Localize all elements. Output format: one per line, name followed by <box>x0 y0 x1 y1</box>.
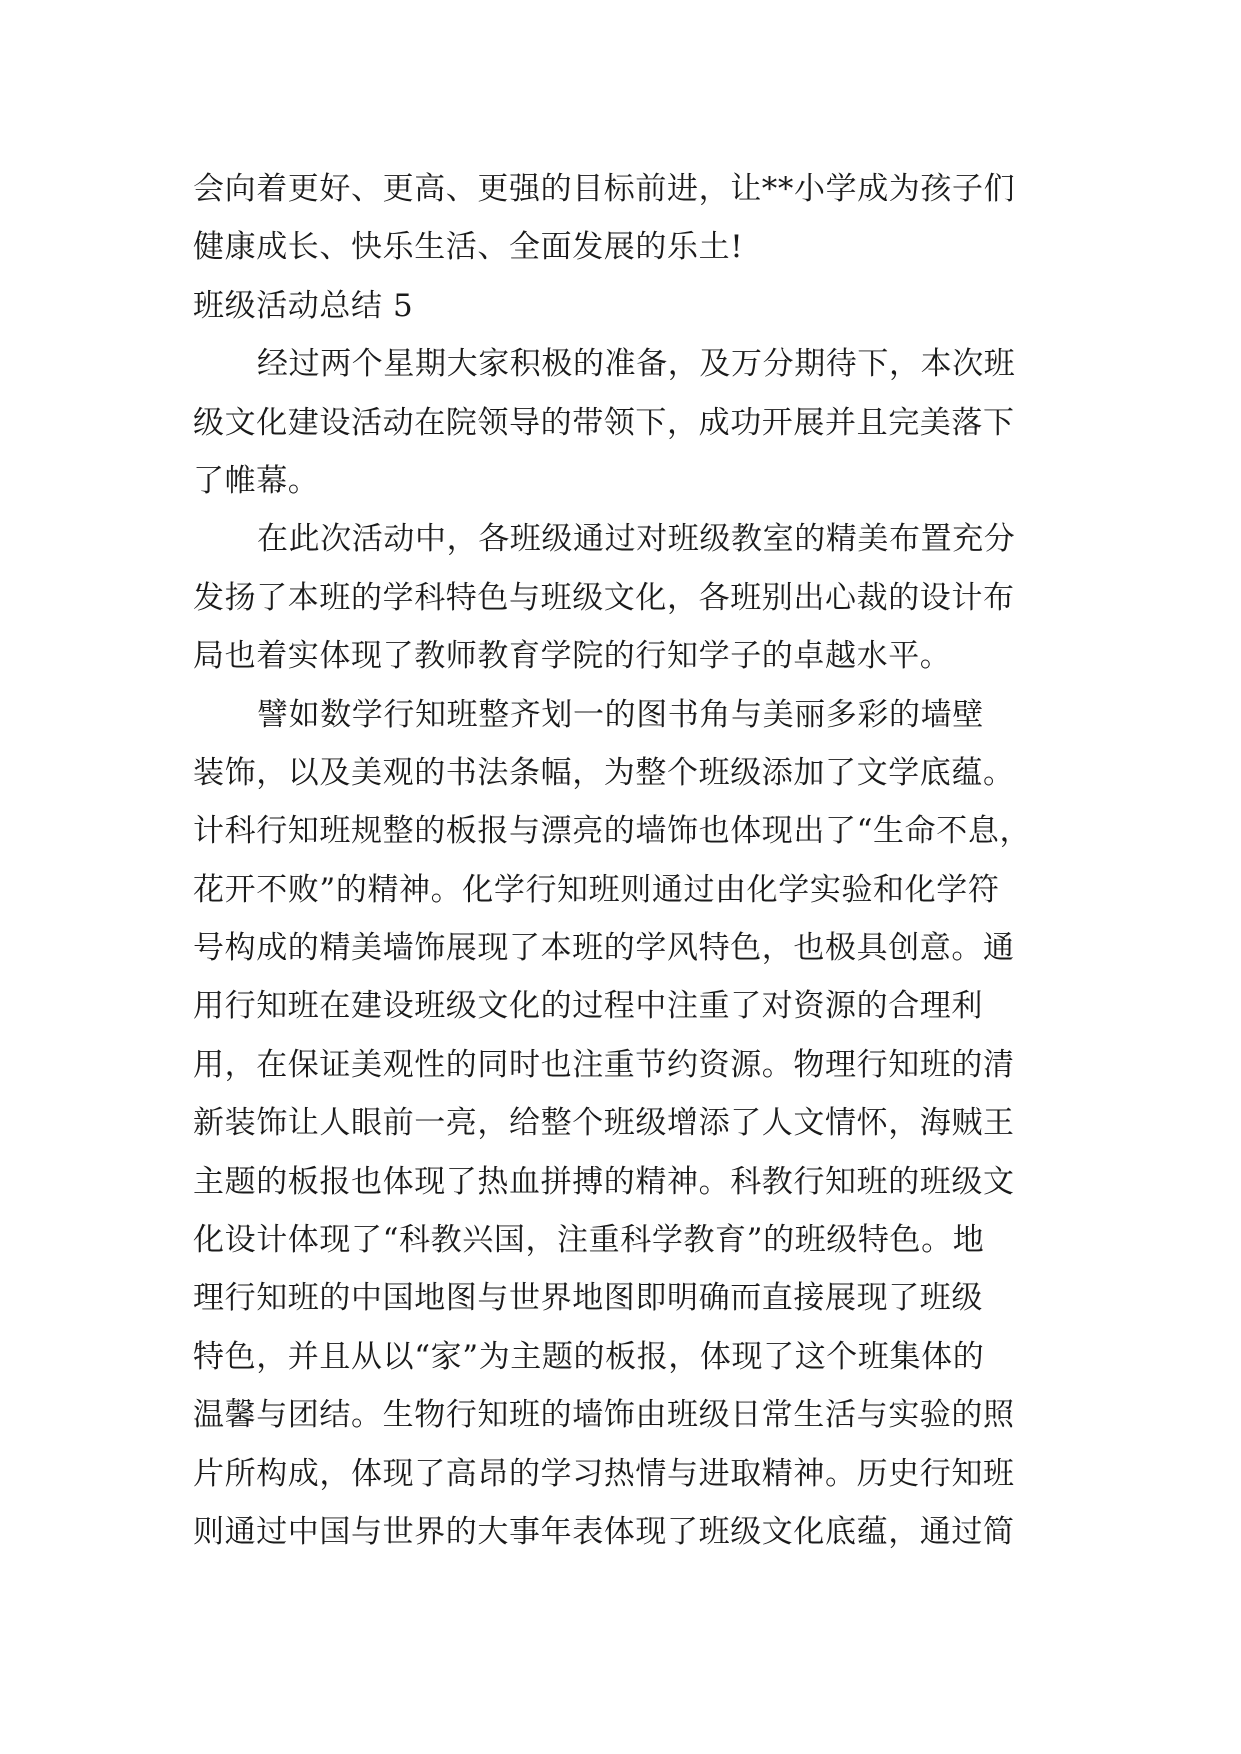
text-line: 则通过中国与世界的大事年表体现了班级文化底蕴，通过简 <box>193 1513 1015 1550</box>
text-line: 号构成的精美墙饰展现了本班的学风特色，也极具创意。通 <box>193 930 1015 967</box>
paragraph-start-line: 经过两个星期大家积极的准备，及万分期待下，本次班 <box>257 346 1016 383</box>
text-line: 级文化建设活动在院领导的带领下，成功开展并且完美落下 <box>193 404 1015 441</box>
text-line: 健康成长、快乐生活、全面发展的乐土! <box>193 229 744 266</box>
text-line: 用，在保证美观性的同时也注重节约资源。物理行知班的清 <box>193 1046 1015 1083</box>
section-heading: 班级活动总结 5 <box>193 287 414 324</box>
text-line: 会向着更好、更高、更强的目标前进，让**小学成为孩子们 <box>193 171 1016 207</box>
text-line: 局也着实体现了教师教育学院的行知学子的卓越水平。 <box>193 638 952 675</box>
text-line: 花开不败”的精神。化学行知班则通过由化学实验和化学符 <box>193 871 1000 908</box>
text-line: 发扬了本班的学科特色与班级文化，各班别出心裁的设计布 <box>193 579 1015 616</box>
text-line: 主题的板报也体现了热血拼搏的精神。科教行知班的班级文 <box>193 1163 1015 1200</box>
text-line: 特色，并且从以“家”为主题的板报，体现了这个班集体的 <box>193 1338 985 1375</box>
paragraph-start-line: 譬如数学行知班整齐划一的图书角与美丽多彩的墙壁 <box>257 696 984 733</box>
document-body <box>193 160 1053 1561</box>
text-line: 用行知班在建设班级文化的过程中注重了对资源的合理利 <box>193 988 983 1025</box>
text-line: 化设计体现了“科教兴国，注重科学教育”的班级特色。地 <box>193 1222 985 1259</box>
paragraph-start-line: 在此次活动中，各班级通过对班级教室的精美布置充分 <box>257 521 1016 558</box>
text-line: 了帷幕。 <box>193 462 320 499</box>
text-line: 片所构成，体现了高昂的学习热情与进取精神。历史行知班 <box>193 1455 1015 1492</box>
text-line: 计科行知班规整的板报与漂亮的墙饰也体现出了“生命不息， <box>193 813 1032 850</box>
text-line: 装饰，以及美观的书法条幅，为整个班级添加了文学底蕴。 <box>193 754 1015 791</box>
text-line: 理行知班的中国地图与世界地图即明确而直接展现了班级 <box>193 1280 983 1317</box>
text-line: 新装饰让人眼前一亮，给整个班级增添了人文情怀，海贼王 <box>193 1105 1015 1142</box>
text-line: 温馨与团结。生物行知班的墙饰由班级日常生活与实验的照 <box>193 1397 1015 1434</box>
